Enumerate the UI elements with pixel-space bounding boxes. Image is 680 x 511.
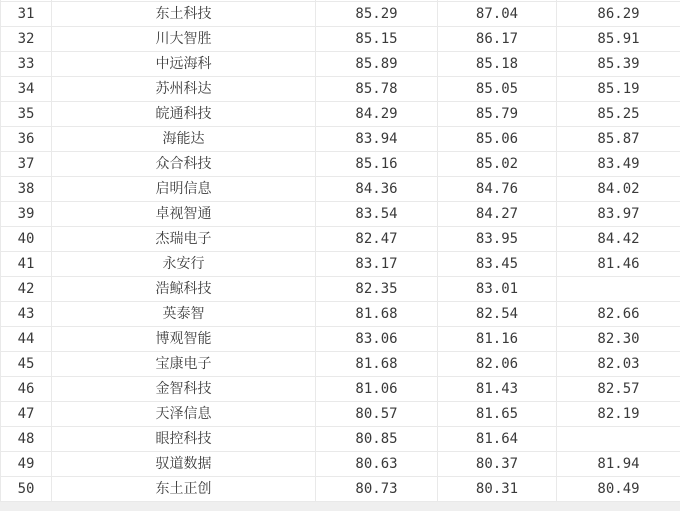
- score2-cell: 84.76: [438, 177, 557, 202]
- table-row: [1, 202, 680, 227]
- score1-cell: 80.57: [316, 402, 438, 427]
- score2-cell: 82.54: [438, 302, 557, 327]
- score3-cell: 81.46: [557, 252, 680, 277]
- score3-cell: 84.02: [557, 177, 680, 202]
- score2-cell: 83.45: [438, 252, 557, 277]
- table-row: [1, 327, 680, 352]
- score1-cell: 83.17: [316, 252, 438, 277]
- company-name-cell: 苏州科达: [52, 77, 316, 102]
- score3-cell: 85.91: [557, 27, 680, 52]
- score1-cell: 83.94: [316, 127, 438, 152]
- company-name-cell: 东土正创: [52, 477, 316, 502]
- table-row: [1, 452, 680, 477]
- score1-cell: 81.68: [316, 302, 438, 327]
- score1-cell: 81.06: [316, 377, 438, 402]
- score3-cell: 83.97: [557, 202, 680, 227]
- table-row: [1, 152, 680, 177]
- score1-cell: 80.85: [316, 427, 438, 452]
- table-row: [1, 227, 680, 252]
- table-row: [1, 402, 680, 427]
- rank-cell: 41: [1, 252, 52, 277]
- score2-cell: 86.17: [438, 27, 557, 52]
- company-name-cell: 天泽信息: [52, 402, 316, 427]
- rank-cell: 47: [1, 402, 52, 427]
- table-row: [1, 52, 680, 77]
- rank-cell: 39: [1, 202, 52, 227]
- score3-cell: 84.42: [557, 227, 680, 252]
- table-row: [1, 177, 680, 202]
- score2-cell: 83.01: [438, 277, 557, 302]
- score2-cell: 85.06: [438, 127, 557, 152]
- score2-cell: 84.27: [438, 202, 557, 227]
- table-row: [1, 77, 680, 102]
- table-row: [1, 302, 680, 327]
- score3-cell: 81.94: [557, 452, 680, 477]
- company-name-cell: 海能达: [52, 127, 316, 152]
- table-row: [1, 2, 680, 27]
- rank-cell: 44: [1, 327, 52, 352]
- score1-cell: 85.89: [316, 52, 438, 77]
- rank-cell: 45: [1, 352, 52, 377]
- rank-cell: 31: [1, 2, 52, 27]
- table-row: [1, 427, 680, 452]
- score3-cell: 86.29: [557, 2, 680, 27]
- company-name-cell: 眼控科技: [52, 427, 316, 452]
- score2-cell: 81.64: [438, 427, 557, 452]
- table-body: [1, 0, 680, 502]
- company-name-cell: 金智科技: [52, 377, 316, 402]
- company-name-cell: 启明信息: [52, 177, 316, 202]
- rank-cell: 50: [1, 477, 52, 502]
- company-name-cell: 驭道数据: [52, 452, 316, 477]
- score2-cell: 83.95: [438, 227, 557, 252]
- table-row: [1, 252, 680, 277]
- score1-cell: 82.35: [316, 277, 438, 302]
- score3-cell: 80.49: [557, 477, 680, 502]
- company-name-cell: 东土科技: [52, 2, 316, 27]
- company-name-cell: 中远海科: [52, 52, 316, 77]
- rank-cell: 34: [1, 77, 52, 102]
- company-name-cell: 皖通科技: [52, 102, 316, 127]
- score3-cell: 85.39: [557, 52, 680, 77]
- rank-cell: 49: [1, 452, 52, 477]
- score1-cell: 85.78: [316, 77, 438, 102]
- score1-cell: 83.06: [316, 327, 438, 352]
- rank-cell: 33: [1, 52, 52, 77]
- score3-cell: 82.03: [557, 352, 680, 377]
- table-row: [1, 102, 680, 127]
- company-name-cell: 英泰智: [52, 302, 316, 327]
- score1-cell: 84.36: [316, 177, 438, 202]
- score1-cell: 81.68: [316, 352, 438, 377]
- table-row: [1, 377, 680, 402]
- company-name-cell: 众合科技: [52, 152, 316, 177]
- rank-cell: 35: [1, 102, 52, 127]
- score3-cell: [557, 277, 680, 302]
- score1-cell: 85.16: [316, 152, 438, 177]
- company-name-cell: 博观智能: [52, 327, 316, 352]
- table-row: [1, 277, 680, 302]
- score2-cell: 81.16: [438, 327, 557, 352]
- score1-cell: 82.47: [316, 227, 438, 252]
- score2-cell: 85.79: [438, 102, 557, 127]
- rank-cell: 37: [1, 152, 52, 177]
- rank-cell: 32: [1, 27, 52, 52]
- score2-cell: 87.04: [438, 2, 557, 27]
- table-row: [1, 27, 680, 52]
- score3-cell: 85.25: [557, 102, 680, 127]
- rank-cell: 48: [1, 427, 52, 452]
- score2-cell: 82.06: [438, 352, 557, 377]
- rank-cell: 42: [1, 277, 52, 302]
- table-row: [1, 127, 680, 152]
- rank-cell: 38: [1, 177, 52, 202]
- company-name-cell: 杰瑞电子: [52, 227, 316, 252]
- score3-cell: 82.19: [557, 402, 680, 427]
- score2-cell: 85.05: [438, 77, 557, 102]
- score1-cell: 85.15: [316, 27, 438, 52]
- rank-cell: 36: [1, 127, 52, 152]
- score1-cell: 84.29: [316, 102, 438, 127]
- score3-cell: 85.19: [557, 77, 680, 102]
- score2-cell: 81.43: [438, 377, 557, 402]
- company-name-cell: 浩鲸科技: [52, 277, 316, 302]
- company-name-cell: 卓视智通: [52, 202, 316, 227]
- company-name-cell: 永安行: [52, 252, 316, 277]
- score2-cell: 80.31: [438, 477, 557, 502]
- score2-cell: 80.37: [438, 452, 557, 477]
- score1-cell: 80.63: [316, 452, 438, 477]
- rank-cell: 46: [1, 377, 52, 402]
- score3-cell: [557, 427, 680, 452]
- score3-cell: 82.57: [557, 377, 680, 402]
- score1-cell: 85.29: [316, 2, 438, 27]
- score1-cell: 83.54: [316, 202, 438, 227]
- score3-cell: 82.30: [557, 327, 680, 352]
- score3-cell: 85.87: [557, 127, 680, 152]
- rank-cell: 43: [1, 302, 52, 327]
- score2-cell: 81.65: [438, 402, 557, 427]
- score3-cell: 83.49: [557, 152, 680, 177]
- table-row: [1, 477, 680, 502]
- rank-cell: 40: [1, 227, 52, 252]
- table-row: [1, 352, 680, 377]
- score2-cell: 85.02: [438, 152, 557, 177]
- score1-cell: 80.73: [316, 477, 438, 502]
- score2-cell: 85.18: [438, 52, 557, 77]
- score3-cell: 82.66: [557, 302, 680, 327]
- company-name-cell: 宝康电子: [52, 352, 316, 377]
- company-name-cell: 川大智胜: [52, 27, 316, 52]
